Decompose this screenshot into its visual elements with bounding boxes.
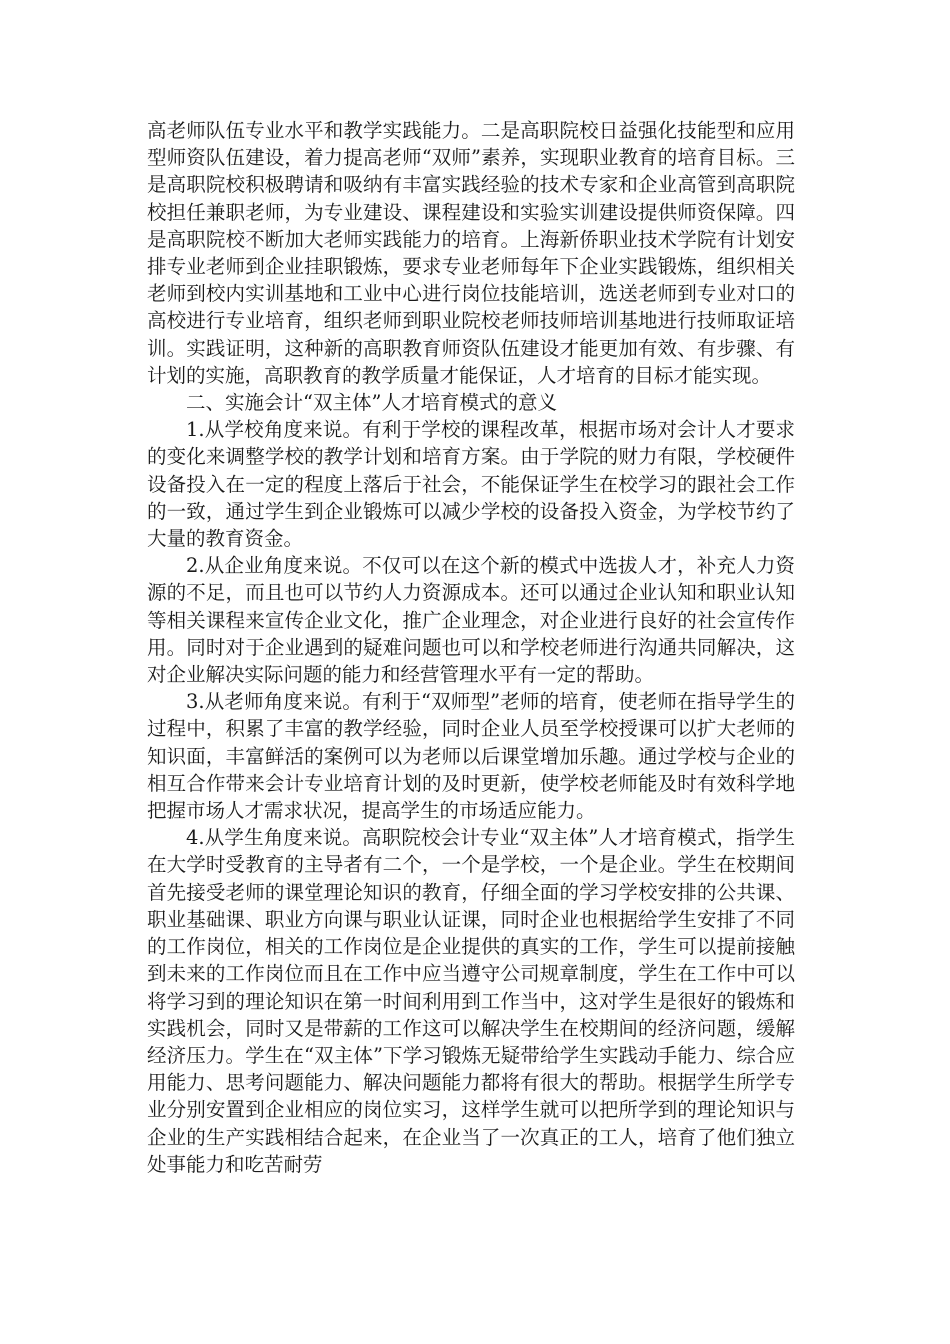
document-page [147,117,795,1178]
section-heading: 二、实施会计“双主体”人才培育模式的意义 [186,391,557,415]
paragraph-student: 4.从学生角度来说。高职院校会计专业“双主体”人才培育模式，指学生在大学时受教育的主导者有二个，一个是学校，一个是企业。学生在校期间首先接受老师的课堂理论知识的教育，仔细全面的学习学校安排的公共课、职业基础课、职业方向课与职业认证课，同时企业也根据给学生安排了不同的工作岗位，相关的工作岗位是企业提供的真实的工作，学生可以提前接触到未来的工作岗位而且在工作中应当遵守公司规章制度，学生在工作中可以将学习到的理论知识在第一时间利用到工作当中，这对学生是很好的锻炼和实践机会，同时又是带薪的工作这可以解决学生在校期间的经济问题，缓解经济压力。学生在“双主体”下学习锻炼无疑带给学生实践动手能力、综合应用能力、思考问题能力、解决问题能力都将有很大的帮助。根据学生所学专业分别安置到企业相应的岗位实习，这样学生就可以把所学到的理论知识与企业的生产实践相结合起来，在企业当了一次真正的工人，培育了他们独立处事能力和吃苦耐劳 [147,826,795,1176]
paragraph-teacher: 3.从老师角度来说。有利于“双师型”老师的培育，使老师在指导学生的过程中，积累了丰富的教学经验，同时企业人员至学校授课可以扩大老师的知识面，丰富鲜活的案例可以为老师以后课堂增加乐趣。通过学校与企业的相互合作带来会计专业培育计划的及时更新，使学校老师能及时有效科学地把握市场人才需求状况，提高学生的市场适应能力。 [147,690,795,823]
paragraph-school: 1.从学校角度来说。有利于学校的课程改革，根据市场对会计人才要求的变化来调整学校的教学计划和培育方案。由于学院的财力有限，学校硬件设备投入在一定的程度上落后于社会，不能保证学生在校学习的跟社会工作的一致，通过学生到企业锻炼可以减少学校的设备投入资金，为学校节约了大量的教育资金。 [147,418,795,551]
paragraph-enterprise: 2.从企业角度来说。不仅可以在这个新的模式中选拔人才，补充人力资源的不足，而且也可以节约人力资源成本。还可以通过企业认知和职业认知等相关课程来宣传企业文化，推广企业理念，对企业进行良好的社会宣传作用。同时对于企业遇到的疑难问题也可以和学校老师进行沟通共同解决，这对企业解决实际问题的能力和经营管理水平有一定的帮助。 [147,554,795,687]
intro-paragraph: 高老师队伍专业水平和教学实践能力。二是高职院校日益强化技能型和应用型师资队伍建设，着力提高老师“双师”素养，实现职业教育的培育目标。三是高职院校积极聘请和吸纳有丰富实践经验的技术专家和企业高管到高职院校担任兼职老师，为专业建设、课程建设和实验实训建设提供师资保障。四是高职院校不断加大老师实践能力的培育。上海新侨职业技术学院有计划安排专业老师到企业挂职锻炼，要求专业老师每年下企业实践锻炼，组织相关老师到校内实训基地和工业中心进行岗位技能培训，选送老师到专业对口的高校进行专业培育，组织老师到职业院校老师技师培训基地进行技师取证培训。实践证明，这种新的高职教育师资队伍建设才能更加有效、有步骤、有计划的实施，高职教育的教学质量才能保证，人才培育的目标才能实现。 [147,119,795,387]
